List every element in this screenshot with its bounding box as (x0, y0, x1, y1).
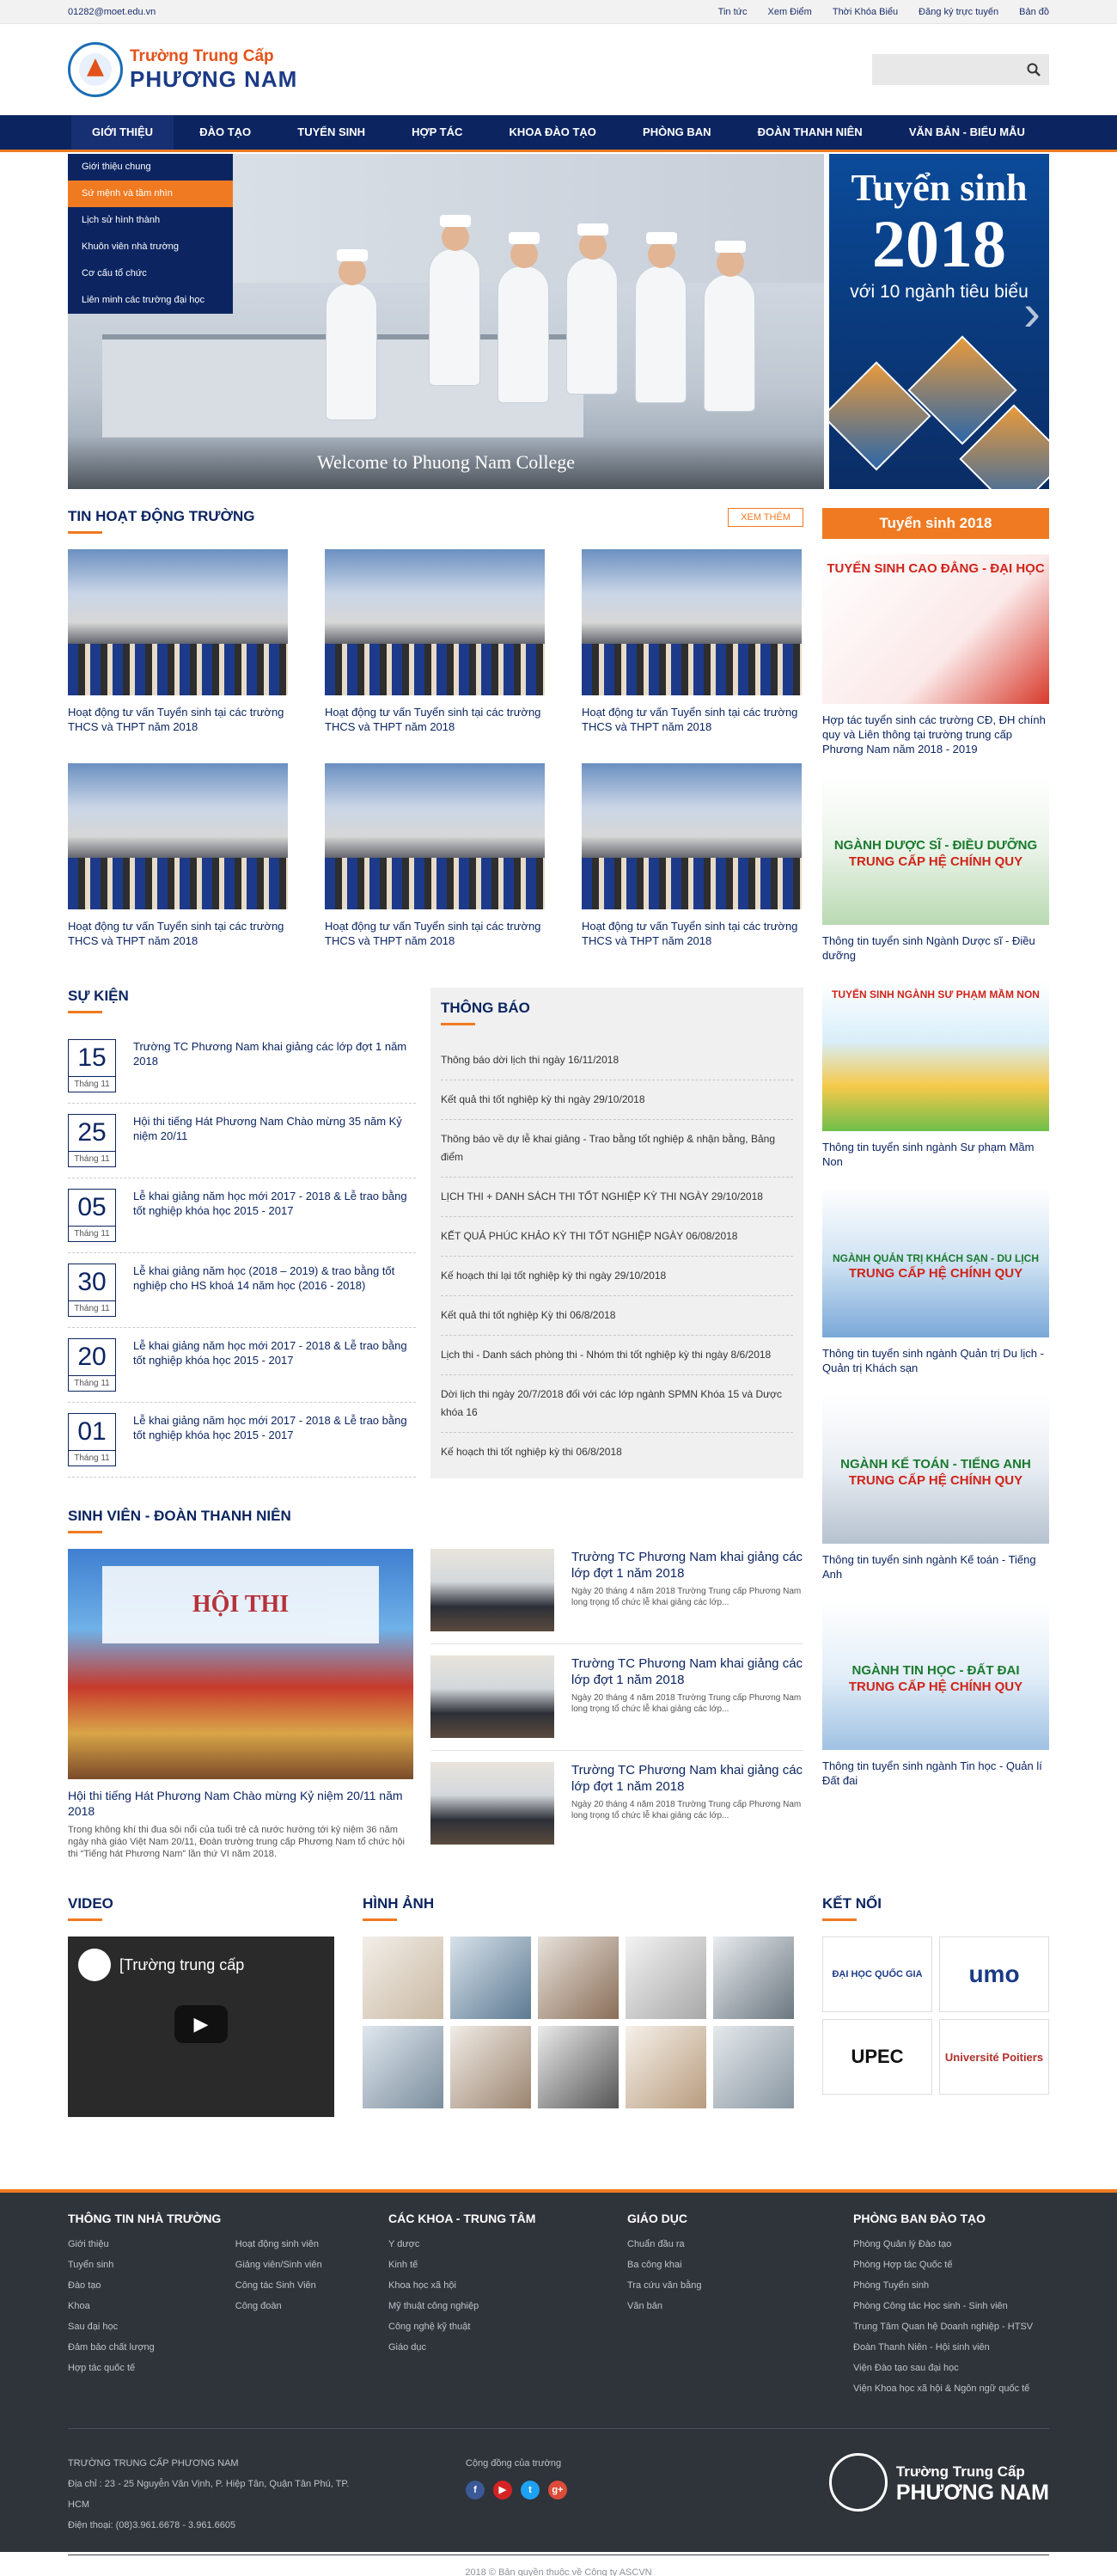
nav-khoa-dao-tao[interactable]: KHOA ĐÀO TẠO (509, 125, 596, 138)
logo-emblem-icon (68, 42, 123, 97)
notice-item[interactable]: Kết quả thi tốt nghiệp kỳ thi ngày 29/10/2018 (441, 1080, 793, 1120)
video-section (68, 1895, 334, 2117)
video-player[interactable] (68, 1937, 334, 2117)
sidebar-banner[interactable]: TUYỂN SINH CAO ĐẲNG - ĐẠI HỌC (822, 554, 1049, 704)
notice-item[interactable]: Kế hoạch thi lại tốt nghiệp kỳ thi ngày 29/10/2018 (441, 1257, 793, 1296)
footer-link[interactable]: Công đoàn (235, 2301, 282, 2311)
news-thumb[interactable] (325, 549, 545, 695)
news-card[interactable] (68, 549, 288, 750)
top-link-timetable[interactable]: Thời Khóa Biểu (832, 7, 899, 17)
news-section-title: TIN HOẠT ĐỘNG TRƯỜNG XEM THÊM (68, 508, 803, 534)
sv-item-image[interactable] (430, 1549, 554, 1631)
footer-link[interactable]: Văn bản (627, 2301, 662, 2311)
admission-subtitle: với 10 ngành tiêu biểu (850, 282, 1028, 302)
footer-community: Cộng đồng của trường (465, 2458, 562, 2469)
news-thumb[interactable] (68, 549, 288, 695)
photo-thumb[interactable] (626, 2026, 706, 2108)
sv-featured[interactable] (68, 1549, 413, 1868)
news-caption[interactable]: Hoạt động tư vấn Tuyển sinh tại các trường THCS và THPT năm 2018 (68, 706, 284, 733)
footer-link[interactable]: Phòng Hợp tác Quốc tế (853, 2260, 953, 2270)
top-links (718, 7, 1049, 17)
footer-link[interactable]: Ba công khai (627, 2260, 682, 2270)
footer-link[interactable]: Hoạt động sinh viên (235, 2239, 320, 2249)
footer-link[interactable]: Y dược (388, 2239, 420, 2249)
notice-item[interactable]: Dời lịch thi ngày 20/7/2018 đối với các lớp ngành SPMN Khóa 15 và Dược khóa 16 (441, 1375, 793, 1433)
partner-logo[interactable]: ĐẠI HỌC QUỐC GIA (822, 1937, 932, 2012)
footer-link[interactable]: Công tác Sinh Viên (235, 2280, 316, 2291)
footer-link[interactable]: Giảng viên/Sinh viên (235, 2260, 322, 2270)
footer-link[interactable]: Khoa học xã hội (388, 2280, 456, 2291)
admission-title: Tuyển sinh (851, 167, 1028, 209)
notice-item[interactable]: KẾT QUẢ PHÚC KHẢO KỲ THI TỐT NGHIỆP NGÀY 06/08/2018 (441, 1217, 793, 1257)
search-input[interactable] (872, 54, 1049, 85)
events-section (68, 988, 416, 1478)
event-item[interactable] (68, 1178, 416, 1253)
sv-item[interactable] (430, 1762, 803, 1857)
sidebar-item[interactable] (822, 775, 1049, 963)
photos-section (363, 1895, 794, 2117)
footer-link[interactable]: Chuẩn đầu ra (627, 2239, 685, 2249)
dropdown-item[interactable]: Lịch sử hình thành (82, 215, 161, 225)
notice-item[interactable]: Kế hoạch thi tốt nghiệp kỳ thi 06/8/2018 (441, 1446, 622, 1458)
sidebar (822, 508, 1049, 1868)
sidebar-caption[interactable]: Thông tin tuyển sinh ngành Kế toán - Tiếng Anh (822, 1553, 1036, 1581)
facebook-icon[interactable]: f (466, 2481, 485, 2500)
news-caption[interactable]: Hoạt động tư vấn Tuyển sinh tại các trường THCS và THPT năm 2018 (325, 706, 541, 733)
footer-link[interactable]: Giới thiệu (68, 2239, 109, 2249)
photo-thumb[interactable] (450, 2026, 531, 2108)
top-link-map[interactable]: Bản đồ (1019, 7, 1049, 17)
sv-item-image[interactable] (430, 1655, 554, 1738)
sidebar-item[interactable] (822, 1394, 1049, 1582)
footer-emblem-icon (829, 2453, 888, 2512)
partner-logo[interactable]: Université Poitiers (939, 2019, 1049, 2095)
site-logo[interactable] (68, 42, 297, 97)
event-date: 30 Tháng 11 (68, 1264, 116, 1317)
notice-item[interactable]: Kết quả thi tốt nghiệp Kỳ thi 06/8/2018 (441, 1296, 793, 1336)
footer-link[interactable]: Viện Đào tạo sau đại học (853, 2363, 959, 2373)
footer-link[interactable]: Tra cứu văn bằng (627, 2280, 702, 2291)
event-title[interactable]: Lễ khai giảng năm học mới 2017 - 2018 & Lễ trao bằng tốt nghiệp khóa học 2015 - 2017 (133, 1190, 407, 1217)
footer-link[interactable]: Trung Tâm Quan hệ Doanh nghiệp - HTSV (853, 2322, 1034, 2332)
dropdown-item-active[interactable]: Sứ mệnh và tầm nhìn (68, 181, 233, 207)
nav-dao-tao[interactable]: ĐÀO TẠO (199, 125, 252, 138)
notice-item[interactable]: Thông báo dời lịch thi ngày 16/11/2018 (441, 1041, 793, 1080)
news-card[interactable] (325, 549, 545, 750)
header (0, 24, 1117, 115)
sidebar-caption[interactable]: Thông tin tuyển sinh ngành Quản trị Du lịch - Quản trị Khách sạn (822, 1347, 1044, 1374)
footer-link[interactable]: Khoa (68, 2301, 90, 2311)
event-item[interactable] (68, 1328, 416, 1403)
nav-doan-thanh-nien[interactable]: ĐOÀN THANH NIÊN (757, 125, 863, 138)
dropdown-item[interactable]: Khuôn viên nhà trường (82, 242, 180, 252)
nav-phong-ban[interactable]: PHÒNG BAN (643, 125, 711, 138)
event-date: 25 Tháng 11 (68, 1114, 116, 1167)
sv-item-desc: Ngày 20 tháng 4 năm 2018 Trường Trung cấp Phương Nam long trọng tổ chức lễ khai giảng các lớp... (571, 1800, 802, 1820)
notice-item[interactable]: Thông báo về dự lễ khai giảng - Trao bằng tốt nghiệp & nhận bằng, Bảng điểm (441, 1120, 793, 1178)
footer-link[interactable]: Sau đại học (68, 2322, 119, 2332)
sv-section-title: SINH VIÊN - ĐOÀN THANH NIÊN (68, 1508, 803, 1533)
sidebar-caption[interactable]: Hợp tác tuyển sinh các trường CĐ, ĐH chính quy và Liên thông tại trường trung cấp Phương Nam năm 2018 - 2019 (822, 713, 1046, 756)
news-caption[interactable]: Hoạt động tư vấn Tuyển sinh tại các trường THCS và THPT năm 2018 (325, 920, 541, 947)
photo-thumb[interactable] (538, 1937, 619, 2019)
sidebar-banner[interactable]: TUYỂN SINH NGÀNH SƯ PHẠM MẦM NON (822, 982, 1049, 1131)
partner-logo[interactable]: UPEC (822, 2019, 932, 2095)
nav-van-ban[interactable]: VĂN BẢN - BIỂU MẪU (908, 125, 1025, 138)
google-plus-icon[interactable]: g+ (548, 2481, 567, 2500)
channel-avatar-icon (78, 1949, 111, 1981)
sidebar-caption[interactable]: Thông tin tuyển sinh ngành Tin học - Quản lí Đất đai (822, 1759, 1042, 1787)
top-link-register[interactable]: Đăng ký trực tuyến (919, 7, 999, 17)
footer-phone: Điện thoại: (08)3.961.6678 - 3.961.6605 (68, 2520, 236, 2530)
event-item[interactable] (68, 1253, 416, 1328)
footer-address: Địa chỉ : 23 - 25 Nguyễn Văn Vịnh, P. Hiệp Tân, Quận Tân Phú, TP. HCM (68, 2479, 350, 2510)
footer-link[interactable]: Đào tạo (68, 2280, 101, 2291)
event-date: 01 Tháng 11 (68, 1413, 116, 1466)
sidebar-item[interactable] (822, 1188, 1049, 1375)
nav-hop-tac[interactable]: HỢP TÁC (412, 125, 463, 138)
admission-year: 2018 (872, 206, 1006, 281)
footer-link[interactable]: Giáo dục (388, 2342, 427, 2353)
hero-caption: Welcome to Phuong Nam College (68, 436, 824, 489)
logo-line2: PHƯƠNG NAM (130, 65, 298, 92)
news-thumb[interactable] (582, 763, 802, 909)
footer-school-name: TRƯỜNG TRUNG CẤP PHƯƠNG NAM (68, 2458, 239, 2469)
footer-link[interactable]: Đảm bảo chất lượng (68, 2342, 155, 2353)
logo-line1: Trường Trung Cấp (130, 46, 274, 65)
news-thumb[interactable] (68, 763, 288, 909)
footer-logo[interactable]: Trường Trung Cấp PHƯƠNG NAM (829, 2453, 1049, 2512)
news-thumb[interactable] (582, 549, 802, 695)
dropdown-item[interactable]: Liên minh các trường đại học (82, 295, 204, 305)
dropdown-item[interactable]: Giới thiệu chung (82, 162, 151, 172)
event-date: 20 Tháng 11 (68, 1338, 116, 1392)
footer-link[interactable]: Đoàn Thanh Niên - Hội sinh viên (853, 2342, 990, 2353)
event-item[interactable] (68, 1029, 416, 1104)
sidebar-banner[interactable]: NGÀNH DƯỢC SĨ - ĐIỀU DƯỠNG TRUNG CẤP HỆ CHÍNH QUY (822, 775, 1049, 925)
sv-item[interactable] (430, 1549, 803, 1644)
footer-link[interactable]: Phòng Công tác Học sinh - Sinh viên (853, 2301, 1008, 2311)
copyright: 2018 © Bản quyền thuộc về Công ty ASCVN (68, 2555, 1049, 2576)
youtube-icon[interactable]: ▶ (493, 2481, 512, 2500)
footer-link[interactable]: Viện Khoa học xã hội & Ngôn ngữ quốc tế (853, 2383, 1030, 2394)
footer-link[interactable]: Phòng Tuyển sinh (853, 2280, 930, 2291)
news-caption[interactable]: Hoạt động tư vấn Tuyển sinh tại các trường THCS và THPT năm 2018 (582, 706, 798, 733)
news-card[interactable] (582, 549, 802, 750)
top-link-news[interactable]: Tin tức (717, 7, 748, 17)
nav-tuyen-sinh[interactable]: TUYỂN SINH (297, 125, 366, 138)
sidebar-banner[interactable]: NGÀNH KẾ TOÁN - TIẾNG ANH TRUNG CẤP HỆ CHÍNH QUY (822, 1394, 1049, 1544)
sidebar-caption[interactable]: Thông tin tuyển sinh Ngành Dược sĩ - Điều dưỡng (822, 934, 1035, 962)
hero-slider[interactable] (68, 154, 1049, 489)
event-item[interactable] (68, 1104, 416, 1178)
video-label: [Trường trung cấp (119, 1955, 245, 1973)
links-section (822, 1895, 1049, 2117)
sidebar-banner[interactable]: NGÀNH TIN HỌC - ĐẤT ĐAI TRUNG CẤP HỆ CHÍNH QUY (822, 1600, 1049, 1750)
sidebar-caption[interactable]: Thông tin tuyển sinh ngành Sư phạm Mầm Non (822, 1141, 1035, 1168)
photo-thumb[interactable] (538, 2026, 619, 2108)
slider-next-icon[interactable]: › (1023, 284, 1041, 341)
sv-item-title[interactable]: Trường TC Phương Nam khai giảng các lớp đợt 1 năm 2018 (571, 1656, 803, 1687)
event-date: 15 Tháng 11 (68, 1039, 116, 1092)
news-caption[interactable]: Hoạt động tư vấn Tuyển sinh tại các trường THCS và THPT năm 2018 (68, 920, 284, 947)
event-title[interactable]: Lễ khai giảng năm học (2018 – 2019) & trao bằng tốt nghiệp cho HS khoá 14 năm học (2016 - 2018) (133, 1264, 395, 1292)
sv-featured-image[interactable] (68, 1549, 413, 1779)
sidebar-banner[interactable]: NGÀNH QUẢN TRỊ KHÁCH SẠN - DU LỊCH TRUNG CẤP HỆ CHÍNH QUY (822, 1188, 1049, 1337)
notice-item[interactable]: LỊCH THI + DANH SÁCH THI TỐT NGHIỆP KỲ THI NGÀY 29/10/2018 (441, 1178, 793, 1217)
view-more-button[interactable]: XEM THÊM (728, 508, 803, 527)
top-link-scores[interactable]: Xem Điểm (767, 7, 812, 17)
photo-thumb[interactable] (363, 1937, 443, 2019)
about-dropdown-menu (68, 154, 233, 314)
footer-col2-title: CÁC KHOA - TRUNG TÂM (388, 2212, 536, 2225)
footer-link[interactable]: Phòng Quản lý Đào tạo (853, 2239, 952, 2249)
news-card[interactable] (68, 763, 288, 964)
events-title: SỰ KIỆN (68, 988, 416, 1013)
event-date: 05 Tháng 11 (68, 1189, 116, 1242)
event-title[interactable]: Trường TC Phương Nam khai giảng các lớp đợt 1 năm 2018 (133, 1040, 407, 1068)
play-icon[interactable]: ▶ (174, 2005, 228, 2043)
sv-item-desc: Ngày 20 tháng 4 năm 2018 Trường Trung cấp Phương Nam long trọng tổ chức lễ khai giảng các lớp... (571, 1693, 802, 1714)
footer-col4-title: PHÒNG BAN ĐÀO TẠO (853, 2212, 986, 2225)
news-caption[interactable]: Hoạt động tư vấn Tuyển sinh tại các trường THCS và THPT năm 2018 (582, 920, 798, 947)
event-item[interactable] (68, 1403, 416, 1478)
footer (0, 2189, 1117, 2576)
sv-item[interactable] (430, 1655, 803, 1751)
event-title[interactable]: Lễ khai giảng năm học mới 2017 - 2018 & Lễ trao bằng tốt nghiệp khóa học 2015 - 2017 (133, 1339, 407, 1367)
nav-gioi-thieu[interactable]: GIỚI THIỆU (71, 115, 174, 150)
notices-title: THÔNG BÁO (441, 1000, 793, 1025)
photo-thumb[interactable] (363, 2026, 443, 2108)
footer-link[interactable]: Công nghệ kỹ thuật (388, 2322, 471, 2332)
partner-logo[interactable]: umo (939, 1937, 1049, 2012)
photos-title: HÌNH ẢNH (363, 1895, 794, 1921)
footer-link[interactable]: Kinh tế (388, 2260, 418, 2270)
news-card[interactable] (582, 763, 802, 964)
search-icon[interactable] (1027, 63, 1041, 76)
sidebar-item[interactable] (822, 1600, 1049, 1788)
main-nav (0, 115, 1117, 152)
sv-item-title[interactable]: Trường TC Phương Nam khai giảng các lớp đợt 1 năm 2018 (571, 1550, 803, 1581)
photo-thumb[interactable] (626, 1937, 706, 2019)
photo-thumb[interactable] (713, 2026, 794, 2108)
admission-banner[interactable] (829, 154, 1049, 489)
footer-link[interactable]: Tuyển sinh (68, 2260, 114, 2270)
sv-item-image[interactable] (430, 1762, 554, 1845)
notice-item[interactable]: Lịch thi - Danh sách phòng thi - Nhóm thi tốt nghiệp kỳ thi ngày 8/6/2018 (441, 1336, 793, 1375)
photo-thumb[interactable] (450, 1937, 531, 2019)
event-title[interactable]: Hội thi tiếng Hát Phương Nam Chào mừng 35 năm Kỷ niệm 20/11 (133, 1115, 402, 1142)
footer-col3-title: GIÁO DỤC (627, 2212, 687, 2225)
footer-link[interactable]: Hợp tác quốc tế (68, 2363, 136, 2373)
sidebar-item[interactable] (822, 982, 1049, 1169)
photo-thumb[interactable] (713, 1937, 794, 2019)
sv-item-desc: Ngày 20 tháng 4 năm 2018 Trường Trung cấp Phương Nam long trọng tổ chức lễ khai giảng các lớp... (571, 1587, 802, 1607)
footer-link[interactable]: Mỹ thuật công nghiệp (388, 2301, 479, 2311)
sidebar-item[interactable] (822, 554, 1049, 756)
contact-email[interactable]: 01282@moet.edu.vn (68, 7, 156, 17)
sv-banner-text: HỘI THI (102, 1566, 379, 1643)
footer-col1-title: THÔNG TIN NHÀ TRƯỜNG (68, 2212, 222, 2225)
notices-section (430, 988, 803, 1478)
twitter-icon[interactable]: t (521, 2481, 540, 2500)
sv-item-title[interactable]: Trường TC Phương Nam khai giảng các lớp đợt 1 năm 2018 (571, 1763, 803, 1794)
sv-featured-title[interactable]: Hội thi tiếng Hát Phương Nam Chào mừng Kỷ niệm 20/11 năm 2018 (68, 1789, 403, 1818)
dropdown-item[interactable]: Cơ cấu tổ chức (82, 268, 147, 278)
links-title: KẾT NỐI (822, 1895, 1049, 1921)
top-bar (0, 0, 1117, 24)
video-title: VIDEO (68, 1895, 334, 1921)
sv-featured-desc: Trong không khí thi đua sôi nổi của tuổi trẻ cả nước hướng tới kỷ niệm 36 năm ngày nhà giáo Việt Nam 20/11, Đoàn trường trung cấp Phương Nam tổ chức hội thi “Tiếng hát Phương Nam” lần thứ VI năm 2018. (68, 1825, 405, 1859)
event-title[interactable]: Lễ khai giảng năm học mới 2017 - 2018 & Lễ trao bằng tốt nghiệp khóa học 2015 - 2017 (133, 1414, 407, 1441)
news-thumb[interactable] (325, 763, 545, 909)
news-card[interactable] (325, 763, 545, 964)
sidebar-title: Tuyển sinh 2018 (822, 508, 1049, 539)
